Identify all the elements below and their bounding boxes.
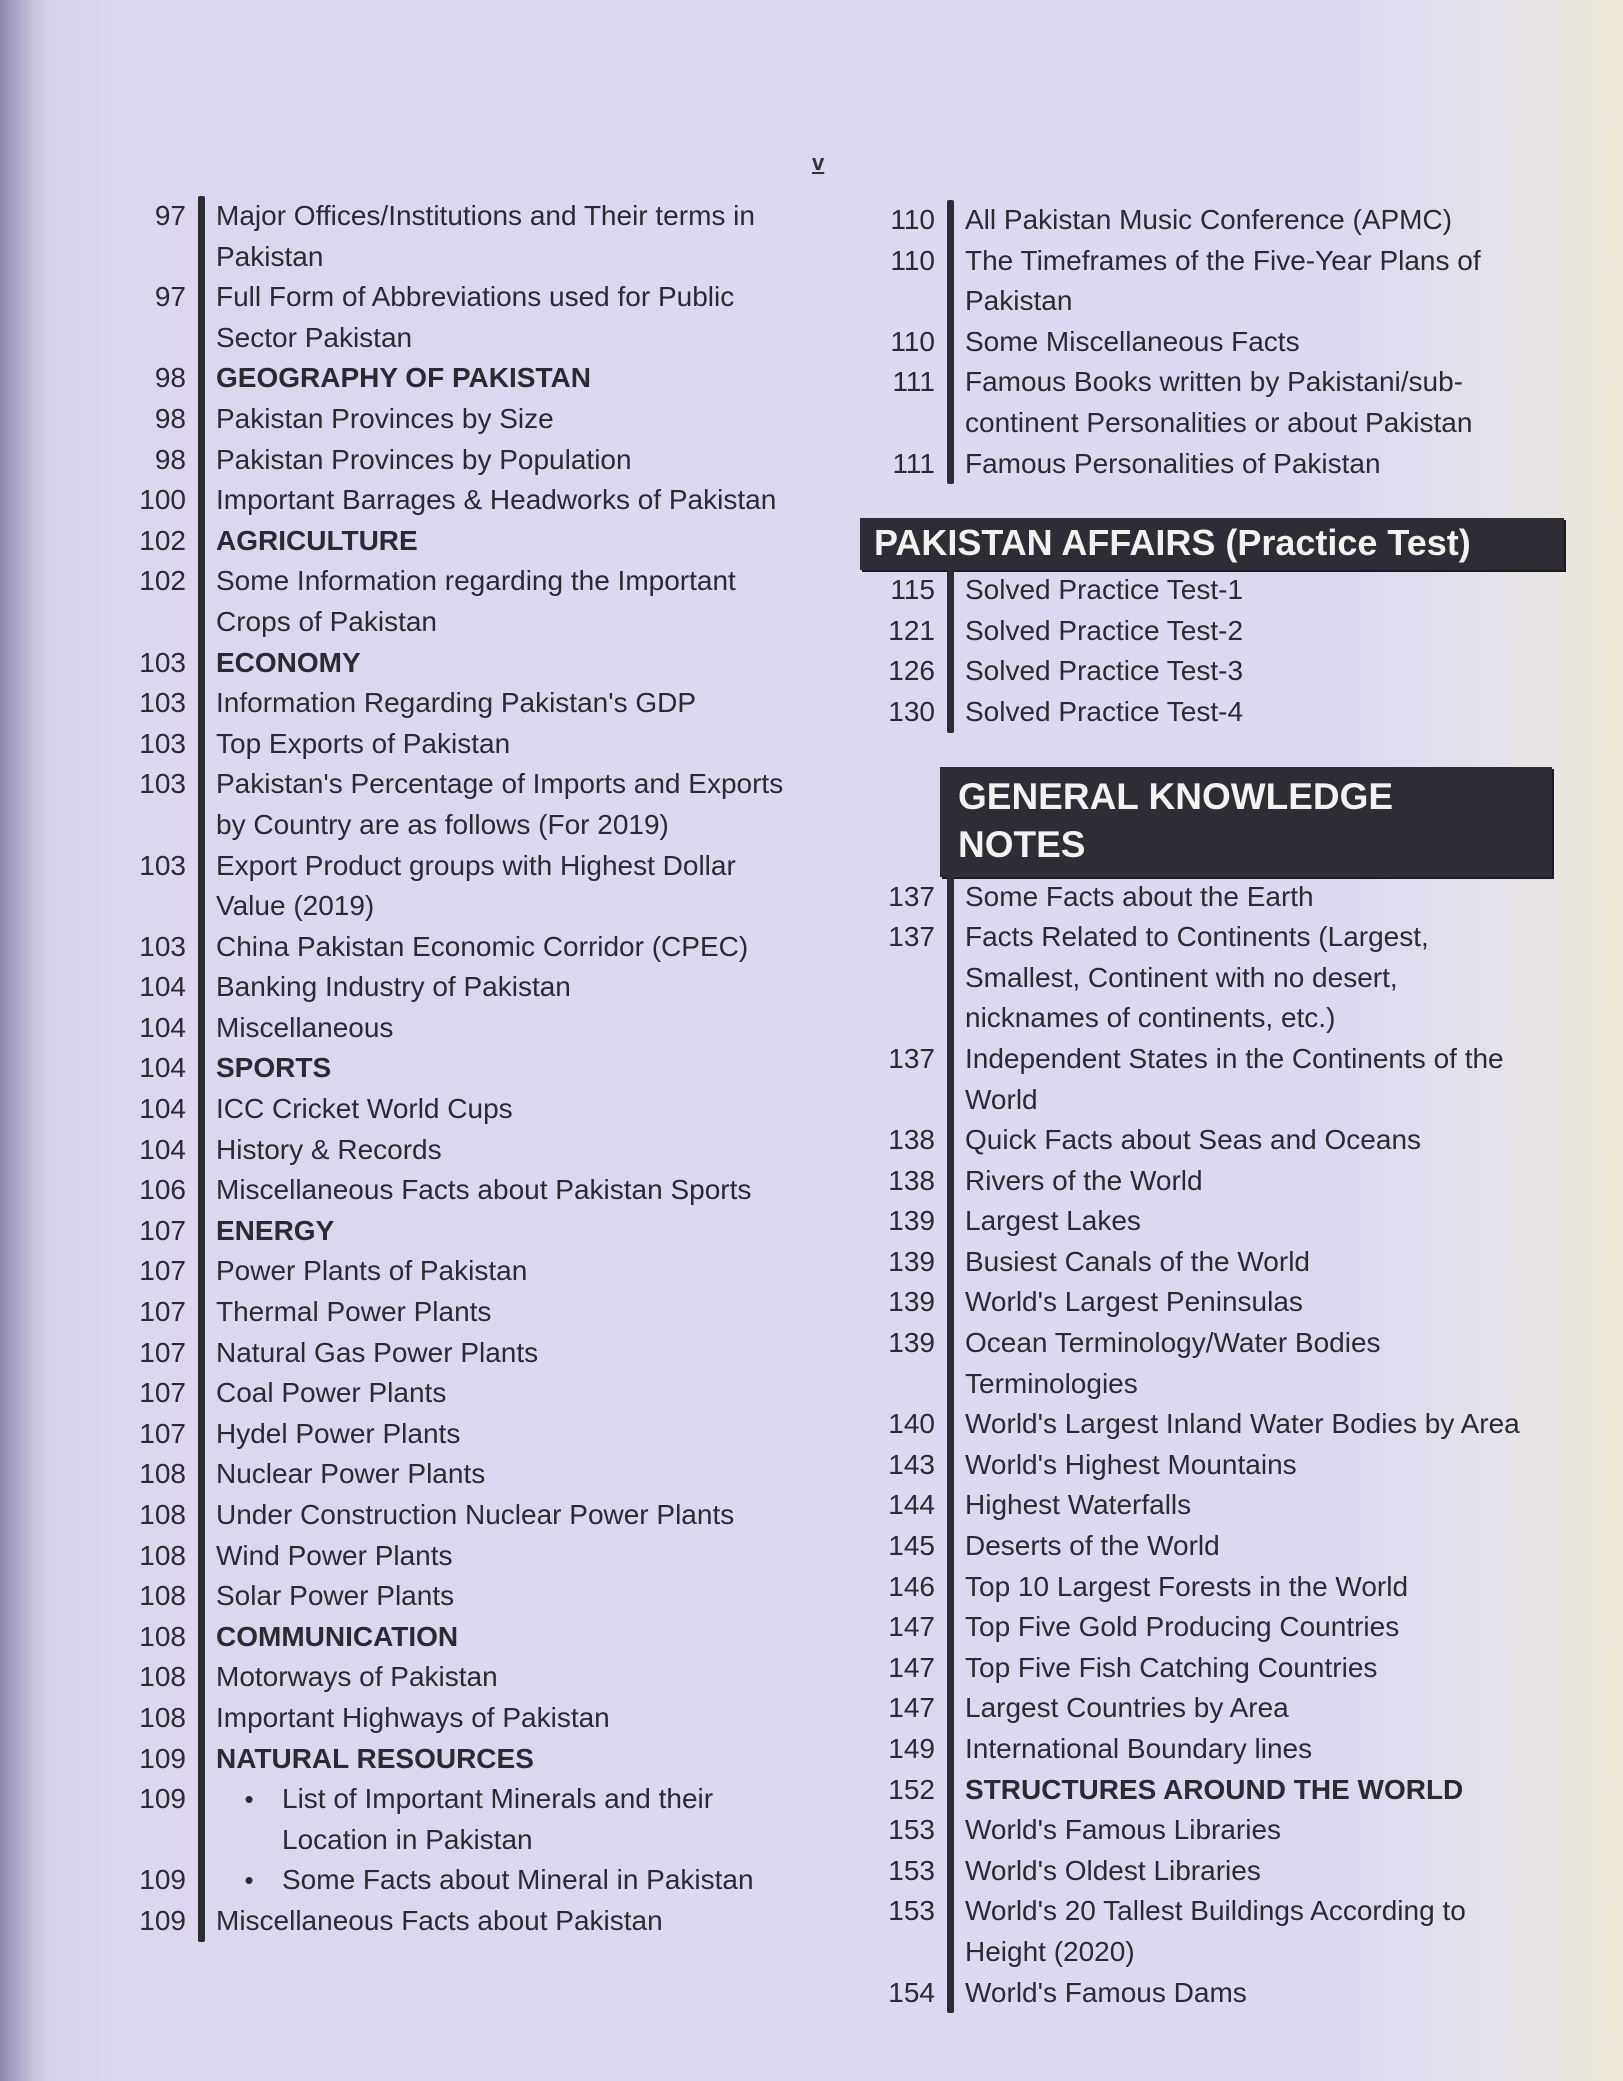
- toc-page-number: 110: [890, 244, 935, 276]
- toc-entry: [860, 1729, 1520, 1770]
- toc-entry: [120, 683, 800, 724]
- toc-page-number: 111: [892, 447, 935, 479]
- section-heading-line-2: NOTES: [958, 823, 1086, 865]
- toc-entry-title: Pakistan Provinces by Population: [216, 443, 632, 475]
- toc-entry: [860, 651, 1520, 692]
- toc-page-number: 107: [139, 1214, 186, 1246]
- toc-entry-title: Pakistan Provinces by Size: [216, 402, 554, 434]
- toc-section-title: NATURAL RESOURCES: [216, 1742, 534, 1774]
- section-heading-general-knowledge: [940, 767, 1552, 877]
- toc-entry: [120, 643, 800, 684]
- toc-page-number: 104: [139, 1133, 186, 1165]
- toc-page-number: 103: [139, 768, 186, 800]
- toc-page-number: 139: [888, 1205, 935, 1237]
- toc-page-number: 104: [139, 1052, 186, 1084]
- toc-entry-title: Busiest Canals of the World: [965, 1245, 1310, 1277]
- toc-list-practice-test: [860, 570, 1520, 732]
- toc-page-number: 140: [888, 1408, 935, 1440]
- toc-page-number: 109: [139, 1742, 186, 1774]
- toc-entry: [860, 1404, 1520, 1445]
- toc-entry-title: World's Largest Peninsulas: [965, 1286, 1303, 1318]
- toc-entry: [120, 277, 800, 358]
- book-spine-shadow: [0, 0, 48, 2081]
- toc-entry-title: Solved Practice Test-3: [965, 655, 1244, 687]
- toc-entry-title: Banking Industry of Pakistan: [216, 971, 571, 1003]
- toc-entry-title: Top Five Fish Catching Countries: [965, 1651, 1378, 1683]
- toc-entry-title: Nuclear Power Plants: [216, 1458, 486, 1490]
- toc-section-title: ECONOMY: [216, 646, 361, 678]
- toc-entry-title: Largest Countries by Area: [965, 1692, 1289, 1724]
- toc-entry: [860, 1120, 1520, 1161]
- toc-page-number: 108: [139, 1701, 186, 1733]
- toc-entry-title: Power Plants of Pakistan: [216, 1255, 528, 1287]
- toc-entry: [860, 1688, 1520, 1729]
- toc-entry-title: World's Highest Mountains: [965, 1448, 1297, 1480]
- toc-page-number: 109: [139, 1904, 186, 1936]
- toc-entry-title: China Pakistan Economic Corridor (CPEC): [216, 930, 749, 962]
- toc-entry: [860, 444, 1520, 485]
- toc-page-number: 97: [154, 200, 186, 231]
- left-column: [120, 196, 800, 1942]
- toc-entry-title: Top Exports of Pakistan: [216, 727, 511, 759]
- toc-page-number: 153: [888, 1814, 935, 1846]
- toc-page-number: 97: [154, 281, 186, 313]
- toc-page-number: 98: [154, 402, 186, 434]
- toc-entry: [120, 521, 800, 562]
- toc-entry: [120, 1130, 800, 1171]
- toc-entry: [120, 1048, 800, 1089]
- toc-entry: [120, 1089, 800, 1130]
- toc-entry-title: Export Product groups with Highest Dollar Value (2019): [216, 849, 736, 922]
- toc-entry-title: Top 10 Largest Forests in the World: [965, 1570, 1409, 1602]
- toc-entry-title: World's 20 Tallest Buildings According to Height (2020): [965, 1895, 1466, 1967]
- toc-entry: [120, 846, 800, 927]
- toc-page-number: 108: [139, 1458, 186, 1490]
- toc-entry: [860, 1810, 1520, 1851]
- toc-page-number: 121: [888, 614, 935, 646]
- toc-entry-title: Deserts of the World: [965, 1530, 1220, 1562]
- toc-page-number: 107: [139, 1336, 186, 1368]
- toc-bullet-item: [186, 1779, 800, 1860]
- toc-entry: [120, 1170, 800, 1211]
- toc-entry: [860, 362, 1520, 443]
- toc-section-title: COMMUNICATION: [216, 1620, 459, 1652]
- toc-entry: [860, 1891, 1520, 1972]
- toc-entry-title: Miscellaneous: [216, 1011, 394, 1043]
- toc-entry: [860, 1323, 1520, 1404]
- toc-page-number: 107: [139, 1296, 186, 1328]
- toc-entry: [860, 692, 1520, 733]
- toc-section-title: AGRICULTURE: [216, 524, 418, 556]
- toc-entry: [120, 1657, 800, 1698]
- toc-entry: [120, 927, 800, 968]
- toc-entry-title: Some Miscellaneous Facts: [965, 325, 1300, 357]
- toc-entry-title: Highest Waterfalls: [965, 1489, 1192, 1521]
- bullet-icon: •: [244, 1784, 254, 1815]
- toc-entry-title: Some Facts about Mineral in Pakistan: [282, 1864, 754, 1896]
- toc-page-number: 108: [139, 1620, 186, 1652]
- toc-page-number: 130: [888, 695, 935, 727]
- toc-entry: [120, 1495, 800, 1536]
- toc-page-number: 108: [139, 1580, 186, 1612]
- toc-entry: [860, 611, 1520, 652]
- toc-entry: [860, 1282, 1520, 1323]
- section-heading-practice-test: PAKISTAN AFFAIRS (Practice Test): [860, 518, 1564, 570]
- toc-list-right-top: [860, 200, 1520, 484]
- toc-page-number: 153: [888, 1854, 935, 1886]
- toc-list-general-knowledge: [860, 877, 1520, 2014]
- toc-page-number: 100: [139, 484, 186, 516]
- toc-divider-bar: [947, 877, 954, 2014]
- toc-page-number: 107: [139, 1417, 186, 1449]
- toc-entry-title: World's Famous Libraries: [965, 1814, 1282, 1846]
- toc-entry: [860, 322, 1520, 363]
- toc-page-number: 110: [890, 204, 935, 235]
- toc-entry: [120, 1333, 800, 1374]
- toc-entry: [860, 877, 1520, 918]
- toc-page-number: 144: [888, 1489, 935, 1521]
- toc-entry: [860, 1485, 1520, 1526]
- toc-entry: [120, 1414, 800, 1455]
- toc-page-number: 109: [139, 1783, 186, 1815]
- toc-entry-title: Thermal Power Plants: [216, 1296, 492, 1328]
- toc-section-title: SPORTS: [216, 1052, 332, 1084]
- toc-entry: [860, 1851, 1520, 1892]
- toc-page-number: 153: [888, 1895, 935, 1927]
- page-number: v: [812, 150, 825, 175]
- toc-entry: [860, 1201, 1520, 1242]
- toc-entry: [120, 1251, 800, 1292]
- toc-page-number: 98: [154, 362, 186, 394]
- toc-entry-title: Some Information regarding the Important Crops of Pakistan: [216, 565, 736, 637]
- toc-page-number: 108: [139, 1661, 186, 1693]
- toc-section-title: GEOGRAPHY OF PAKISTAN: [216, 362, 591, 394]
- toc-page-number: 138: [888, 1124, 935, 1156]
- toc-entry: [120, 1008, 800, 1049]
- toc-page-number: 147: [888, 1611, 935, 1643]
- toc-entry: [860, 1161, 1520, 1202]
- toc-entry-title: Important Highways of Pakistan: [216, 1701, 610, 1733]
- toc-entry: [120, 1698, 800, 1739]
- toc-entry: [860, 1973, 1520, 2014]
- toc-page-number: 107: [139, 1255, 186, 1287]
- toc-entry: [120, 440, 800, 481]
- toc-entry: [860, 1607, 1520, 1648]
- toc-entry: [120, 561, 800, 642]
- toc-entry: [120, 1211, 800, 1252]
- toc-divider-bar: [947, 200, 954, 484]
- toc-entry: [120, 1373, 800, 1414]
- toc-entry-title: List of Important Minerals and their Location in Pakistan: [282, 1783, 714, 1855]
- toc-entry: [120, 764, 800, 845]
- toc-page-number: 108: [139, 1539, 186, 1571]
- toc-entry-title: Important Barrages & Headworks of Pakistan: [216, 484, 777, 516]
- toc-entry-title: Hydel Power Plants: [216, 1417, 461, 1449]
- toc-entry-title: All Pakistan Music Conference (APMC): [965, 204, 1453, 235]
- toc-page-number: 138: [888, 1164, 935, 1196]
- toc-page-number: 152: [888, 1773, 935, 1805]
- toc-entry-title: Miscellaneous Facts about Pakistan Sports: [216, 1174, 752, 1206]
- toc-page-number: 108: [139, 1499, 186, 1530]
- toc-page-number: 106: [139, 1174, 186, 1206]
- toc-entry-title: Facts Related to Continents (Largest, Smallest, Continent with no desert, nicknames of continents, etc.): [965, 921, 1429, 1034]
- toc-page-number: 139: [888, 1286, 935, 1318]
- toc-divider-bar: [198, 196, 205, 1942]
- toc-entry: [860, 1648, 1520, 1689]
- toc-entry-title: Quick Facts about Seas and Oceans: [965, 1124, 1422, 1156]
- toc-page-number: 154: [888, 1976, 935, 2008]
- toc-entry-title: Pakistan's Percentage of Imports and Exports by Country are as follows (For 2019): [216, 768, 784, 840]
- toc-entry: [120, 1617, 800, 1658]
- toc-list-left: [120, 196, 800, 1942]
- toc-entry: [860, 570, 1520, 611]
- toc-entry-title: Solar Power Plants: [216, 1580, 455, 1612]
- toc-entry-title: Motorways of Pakistan: [216, 1661, 498, 1693]
- toc-page-number: 103: [139, 849, 186, 881]
- toc-entry-title: World's Oldest Libraries: [965, 1854, 1261, 1886]
- toc-page-number: 104: [139, 1093, 186, 1125]
- toc-page-number: 149: [888, 1733, 935, 1764]
- toc-entry: [120, 358, 800, 399]
- toc-divider-bar: [947, 570, 954, 732]
- toc-entry-title: Coal Power Plants: [216, 1377, 447, 1409]
- right-column: [860, 200, 1520, 2013]
- toc-entry-title: Natural Gas Power Plants: [216, 1336, 539, 1368]
- toc-page-number: 111: [892, 366, 935, 398]
- toc-entry-title: Under Construction Nuclear Power Plants: [216, 1499, 735, 1530]
- toc-entry-title: Major Offices/Institutions and Their terms in Pakistan: [216, 200, 755, 272]
- toc-entry: [120, 724, 800, 765]
- toc-entry-title: Independent States in the Continents of the World: [965, 1042, 1504, 1115]
- toc-page-number: 145: [888, 1530, 935, 1562]
- toc-page-number: 115: [890, 574, 935, 606]
- toc-section-title: STRUCTURES AROUND THE WORLD: [965, 1773, 1464, 1805]
- toc-page-number: 110: [890, 325, 935, 357]
- toc-entry: [120, 967, 800, 1008]
- toc-page-number: 102: [139, 524, 186, 556]
- toc-entry-title: World's Famous Dams: [965, 1976, 1247, 2008]
- toc-section-title: ENERGY: [216, 1214, 335, 1246]
- toc-entry-title: Full Form of Abbreviations used for Public Sector Pakistan: [216, 281, 735, 353]
- toc-page-number: 137: [888, 1042, 935, 1074]
- toc-page-number: 103: [139, 687, 186, 719]
- toc-page-number: 147: [888, 1651, 935, 1683]
- toc-entry: [120, 1576, 800, 1617]
- toc-entry-title: Solved Practice Test-1: [965, 574, 1244, 606]
- toc-entry: [120, 399, 800, 440]
- toc-entry: [120, 1454, 800, 1495]
- toc-entry: [120, 196, 800, 277]
- toc-entry: [860, 1770, 1520, 1811]
- toc-entry-title: History & Records: [216, 1133, 442, 1165]
- toc-page-number: 104: [139, 971, 186, 1003]
- toc-page-number: 103: [139, 727, 186, 759]
- toc-entry-title: Top Five Gold Producing Countries: [965, 1611, 1400, 1643]
- toc-entry: [860, 1445, 1520, 1486]
- toc-entry-title: The Timeframes of the Five-Year Plans of Pakistan: [965, 244, 1481, 317]
- toc-page-number: 102: [139, 565, 186, 597]
- toc-page-number: 98: [154, 443, 186, 475]
- toc-entry: [120, 1536, 800, 1577]
- toc-entry-title: International Boundary lines: [965, 1733, 1313, 1764]
- toc-page-number: 143: [888, 1448, 935, 1480]
- toc-entry-title: Famous Books written by Pakistani/sub-continent Personalities or about Pakistan: [965, 366, 1473, 438]
- toc-entry: [860, 200, 1520, 241]
- toc-page-number: 147: [888, 1692, 935, 1724]
- toc-entry: [120, 1901, 800, 1942]
- toc-entry: [860, 1567, 1520, 1608]
- section-heading-line-1: GENERAL KNOWLEDGE: [958, 775, 1394, 817]
- toc-entry-title: Miscellaneous Facts about Pakistan: [216, 1904, 663, 1936]
- toc-entry-title: Some Facts about the Earth: [965, 880, 1314, 912]
- toc-entry-title: Ocean Terminology/Water Bodies Terminologies: [965, 1327, 1381, 1399]
- toc-entry-title: Famous Personalities of Pakistan: [965, 447, 1381, 479]
- toc-entry: [120, 480, 800, 521]
- bullet-icon: •: [244, 1865, 254, 1896]
- toc-entry: [120, 1739, 800, 1780]
- toc-entry-title: World's Largest Inland Water Bodies by Area: [965, 1408, 1520, 1440]
- toc-page-number: 107: [139, 1377, 186, 1409]
- toc-page-number: 139: [888, 1327, 935, 1359]
- toc-page-number: 109: [139, 1864, 186, 1896]
- toc-entry-title: Wind Power Plants: [216, 1539, 453, 1571]
- toc-entry: [860, 1039, 1520, 1120]
- toc-page-number: 126: [888, 655, 935, 687]
- toc-entry: [860, 241, 1520, 322]
- toc-entry-title: Information Regarding Pakistan's GDP: [216, 687, 697, 719]
- toc-entry: [120, 1860, 800, 1901]
- toc-page-number: 146: [888, 1570, 935, 1602]
- toc-page-number: 137: [888, 880, 935, 912]
- toc-page-number: 103: [139, 646, 186, 678]
- toc-page-number: 139: [888, 1245, 935, 1277]
- toc-entry-title: Rivers of the World: [965, 1164, 1203, 1196]
- toc-entry: [860, 1526, 1520, 1567]
- toc-entry-title: Solved Practice Test-2: [965, 614, 1244, 646]
- toc-entry-title: Largest Lakes: [965, 1205, 1141, 1237]
- toc-bullet-item: [186, 1860, 800, 1901]
- toc-entry: [120, 1292, 800, 1333]
- toc-entry: [860, 917, 1520, 1039]
- toc-entry-title: ICC Cricket World Cups: [216, 1093, 513, 1125]
- toc-page-number: 137: [888, 921, 935, 953]
- toc-entry: [120, 1779, 800, 1860]
- toc-entry: [860, 1242, 1520, 1283]
- toc-page-number: 104: [139, 1011, 186, 1043]
- toc-page-number: 103: [139, 930, 186, 962]
- toc-entry-title: Solved Practice Test-4: [965, 695, 1244, 727]
